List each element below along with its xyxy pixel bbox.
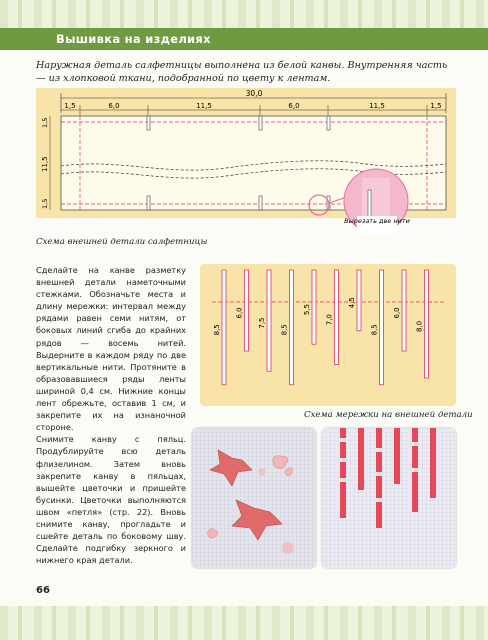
mesh-label-1: 8,5	[213, 324, 221, 336]
outer-diagram-caption: Схема внешней детали салфетницы	[36, 237, 208, 247]
mesh-ribbon-4	[290, 270, 294, 385]
body-text	[36, 264, 186, 566]
mesh-diagram-caption: Схема мережки на внешней детали	[304, 410, 473, 420]
dim-3: 11,5	[196, 102, 212, 110]
mesh-label-7: 4,5	[348, 297, 356, 309]
side-dim-2: 11,5	[41, 156, 49, 172]
body-paragraph: Снимите канву с пяльц. Продублируйте всю деталь флизелином. Затем вновь закрепите канву в пяльцах, вышейте цветочки и пришейте бусинки. Цветочки выполняются швом «петля» (стр. 22). Вновь снимите канву, прогладьте и сшейте деталь по боковому шву. Сделайте подгибку зеркного и нижнего края детали.	[36, 434, 186, 566]
dim-1: 1,5	[64, 102, 76, 110]
mesh-label-6: 7,0	[325, 314, 334, 326]
body-paragraph: Сделайте на канве разметку внешней детали наметочными стежками. Обозначьте места и длину мережки: интервал между рядами равен семи нитям, от боковых линий сгиба до крайних рядов — восемь нитей. Выдерните в каждом ряду по две вертикальные нити. Протяните в образовавшиеся ряды ленты шириной 0,4 см. Нижние концы лент обрежьте, оставив 1 см, и закрепите их на изнаночной стороне.	[36, 265, 186, 433]
outer-detail-diagram	[36, 88, 456, 238]
mesh-label-9: 6,0	[393, 307, 401, 319]
mesh-ribbon-3	[267, 270, 271, 371]
mesh-label-2: 6,0	[235, 307, 244, 319]
mesh-ribbon-1	[222, 270, 226, 385]
side-dim-3: 1,5	[41, 198, 49, 209]
mesh-label-5: 5,5	[303, 303, 311, 316]
mesh-label-8: 8,5	[370, 324, 379, 336]
dim-2: 6,0	[108, 102, 120, 110]
section-title: Вышивка на изделиях	[56, 32, 211, 46]
mesh-ribbon-9	[402, 270, 406, 351]
callout-line-1: Вырезать две нити	[344, 217, 410, 225]
mesh-ribbon-2	[245, 270, 249, 351]
flower-embroidery-photo	[192, 428, 316, 568]
intro-paragraph: Наружная деталь салфетницы выполнена из белой канвы. Внутренняя часть — из хлопковой ткани, подобранной по цвету к лентам.	[36, 60, 448, 84]
dim-4: 6,0	[288, 102, 300, 110]
top-decorative-stripe	[0, 0, 488, 30]
mesh-label-4: 8,5	[280, 324, 289, 336]
mesh-ribbon-8	[380, 270, 384, 385]
page-number: 66	[36, 585, 50, 596]
ribbon-drawnwork-photo	[322, 428, 456, 568]
bottom-decorative-stripe	[0, 606, 488, 640]
dim-6: 1,5	[430, 102, 442, 110]
side-dim-1: 1,5	[41, 117, 49, 128]
mesh-ribbon-5	[312, 270, 316, 344]
mesh-label-10: 8,0	[415, 320, 424, 332]
mesh-ribbon-7	[357, 270, 361, 331]
dim-5: 11,5	[369, 102, 385, 110]
mesh-ribbon-10	[425, 270, 429, 378]
mesh-panel	[200, 264, 456, 406]
mesh-ribbon-6	[335, 270, 339, 365]
mesh-diagram	[200, 264, 456, 406]
mesh-label-3: 7,5	[258, 317, 266, 329]
total-width-label: 30,0	[245, 89, 263, 98]
